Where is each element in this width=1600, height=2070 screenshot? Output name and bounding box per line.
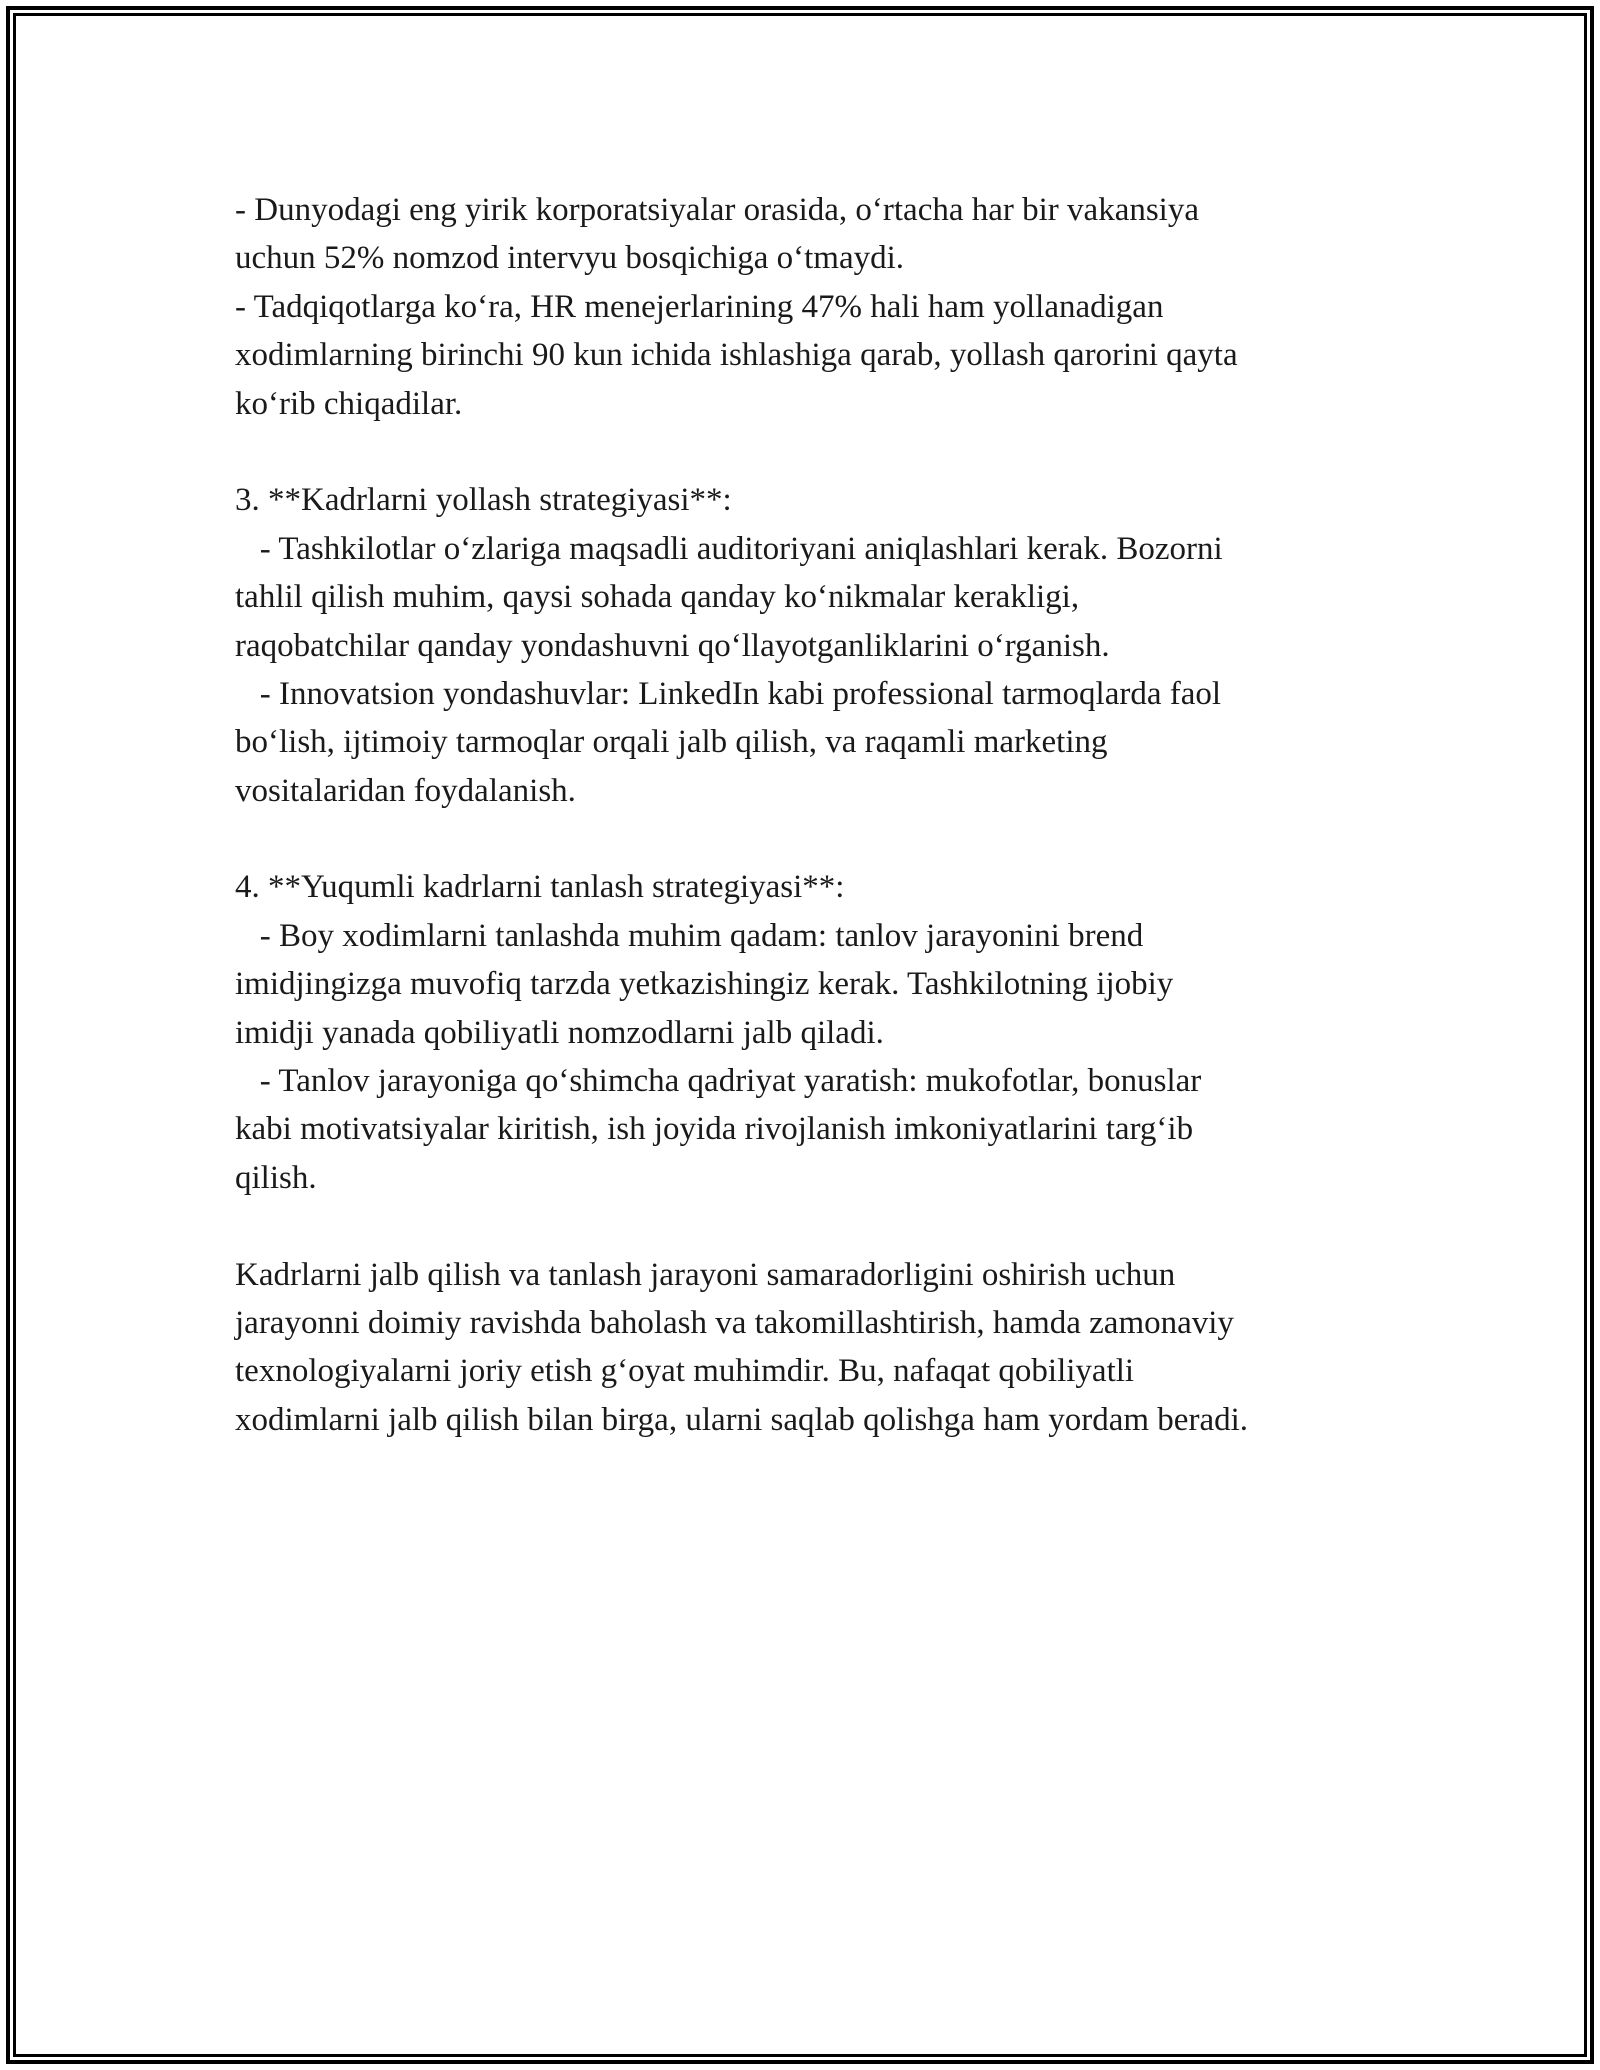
document-body bbox=[235, 186, 1385, 1444]
text-line: vositalaridan foydalanish. bbox=[235, 772, 576, 809]
text-line: raqobatchilar qanday yondashuvni qo‘llayotganliklarini o‘rganish. bbox=[235, 627, 1110, 664]
paragraph-conclusion bbox=[235, 1251, 1385, 1445]
section-heading: 3. **Kadrlarni yollash strategiyasi**: bbox=[235, 482, 732, 519]
text-line: xodimlarni jalb qilish bilan birga, ularni saqlab qolishga ham yordam beradi. bbox=[235, 1401, 1249, 1438]
paragraph-selection-strategy bbox=[235, 863, 1385, 1202]
text-line: imidjingizga muvofiq tarzda yetkazishingiz kerak. Tashkilotning ijobiy bbox=[235, 966, 1174, 1003]
text-line: tahlil qilish muhim, qaysi sohada qanday ko‘nikmalar kerakligi, bbox=[235, 579, 1080, 616]
text-line: - Innovatsion yondashuvlar: LinkedIn kabi professional tarmoqlarda faol bbox=[235, 675, 1222, 712]
text-line: - Tashkilotlar o‘zlariga maqsadli auditoriyani aniqlashlari kerak. Bozorni bbox=[235, 530, 1223, 567]
text-line: - Boy xodimlarni tanlashda muhim qadam: tanlov jarayonini brend bbox=[235, 917, 1144, 954]
text-line: xodimlarning birinchi 90 kun ichida ishlashiga qarab, yollash qarorini qayta bbox=[235, 337, 1238, 374]
text-line: bo‘lish, ijtimoiy tarmoqlar orqali jalb qilish, va raqamli marketing bbox=[235, 724, 1108, 761]
text-line: kabi motivatsiyalar kiritish, ish joyida rivojlanish imkoniyatlarini targ‘ib bbox=[235, 1111, 1194, 1148]
text-line: jarayonni doimiy ravishda baholash va takomillashtirish, hamda zamonaviy bbox=[235, 1304, 1234, 1341]
section-heading: 4. **Yuqumli kadrlarni tanlash strategiyasi**: bbox=[235, 869, 845, 906]
paragraph-spacer bbox=[235, 1202, 1385, 1250]
text-line: ko‘rib chiqadilar. bbox=[235, 385, 463, 422]
text-line: imidji yanada qobiliyatli nomzodlarni jalb qiladi. bbox=[235, 1014, 884, 1051]
text-line: - Dunyodagi eng yirik korporatsiyalar orasida, o‘rtacha har bir vakansiya bbox=[235, 192, 1199, 228]
text-line: qilish. bbox=[235, 1159, 317, 1196]
paragraph-statistics bbox=[235, 186, 1385, 428]
text-line: - Tadqiqotlarga ko‘ra, HR menejerlarining 47% hali ham yollanadigan bbox=[235, 288, 1164, 325]
paragraph-spacer bbox=[235, 428, 1385, 476]
text-line: texnologiyalarni joriy etish g‘oyat muhimdir. Bu, nafaqat qobiliyatli bbox=[235, 1353, 1135, 1390]
text-line: uchun 52% nomzod intervyu bosqichiga o‘tmaydi. bbox=[235, 240, 905, 277]
paragraph-spacer bbox=[235, 815, 1385, 863]
text-line: - Tanlov jarayoniga qo‘shimcha qadriyat yaratish: mukofotlar, bonuslar bbox=[235, 1063, 1202, 1100]
text-line: Kadrlarni jalb qilish va tanlash jarayoni samaradorligini oshirish uchun bbox=[235, 1256, 1176, 1293]
paragraph-recruitment-strategy bbox=[235, 476, 1385, 815]
